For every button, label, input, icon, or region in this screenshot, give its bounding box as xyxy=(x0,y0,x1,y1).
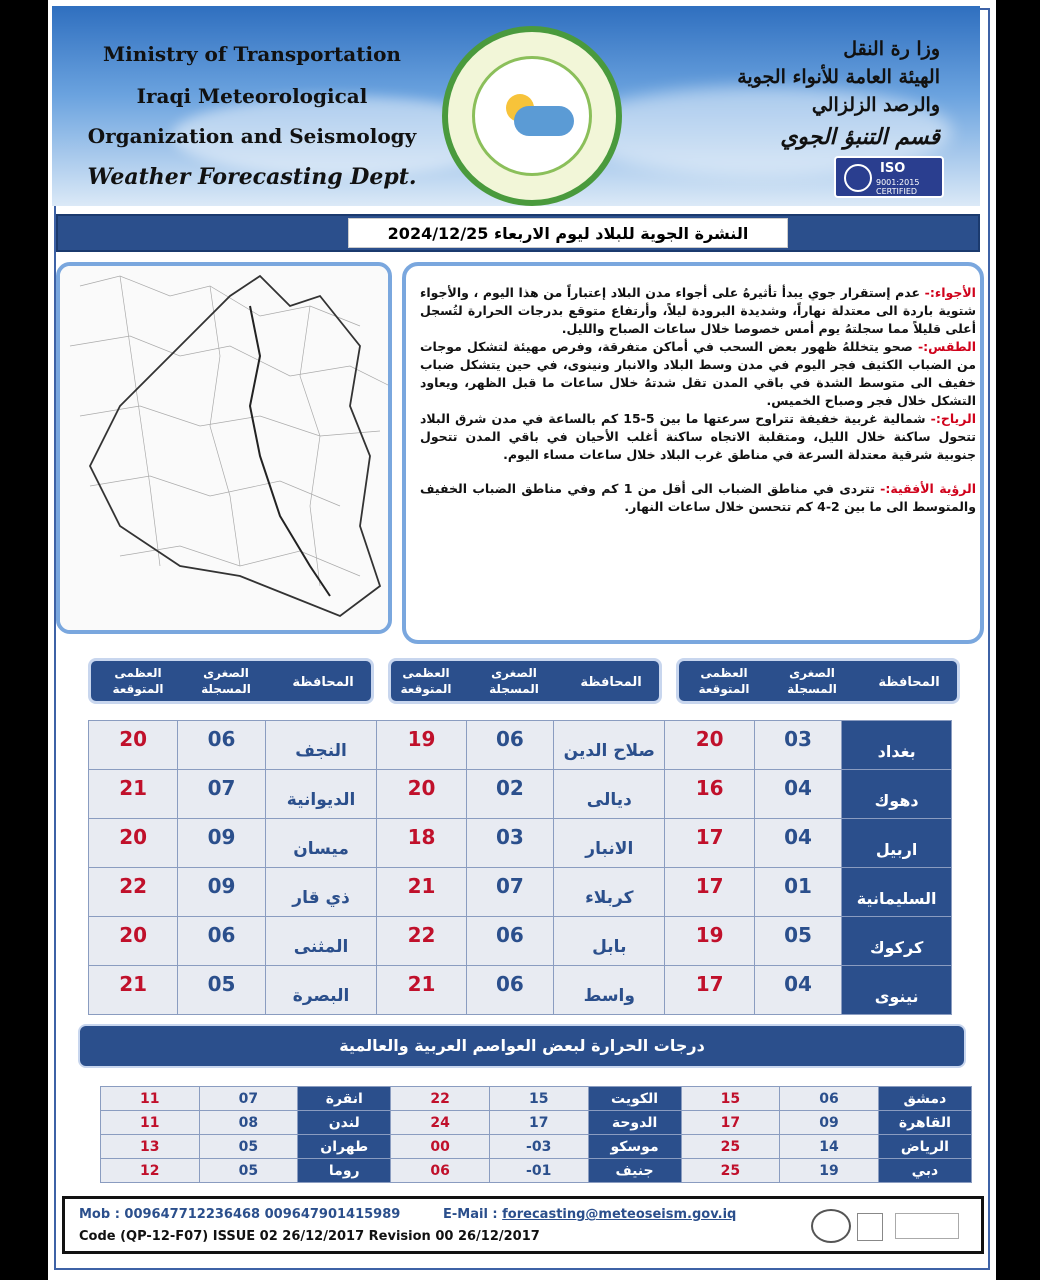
max-temp: 20 xyxy=(665,721,754,770)
max-temp: 06 xyxy=(391,1159,490,1183)
min-temp: 09 xyxy=(780,1111,879,1135)
max-temp: 21 xyxy=(89,770,178,819)
table-row xyxy=(101,1135,972,1159)
min-temp: 04 xyxy=(754,770,841,819)
province-name: صلاح الدين xyxy=(554,721,665,770)
province-name: المثنى xyxy=(265,917,377,966)
column-header-group-2 xyxy=(388,658,662,704)
max-temp: 19 xyxy=(377,721,466,770)
mobile-numbers: Mob : 009647712236468 009647901415989 xyxy=(79,1207,401,1222)
min-temp: 06 xyxy=(466,721,553,770)
min-temp: 06 xyxy=(178,917,265,966)
sky-label: الطقس:- xyxy=(917,339,976,354)
min-temp: -03 xyxy=(489,1135,588,1159)
sky-text: صحو يتخللهُ ظهور بعض السحب في أماكن متفرقة، وفرص مهيئة لتشكل موجات من الضباب الكثيف فجر اليوم في مدن وسط البلاد والانبار ونينوى، في حين يتشكل ضباب خفيف الى متوسط الشدة في باقي المدن تقل شدتهُ خلال ساعات ما قبل الظهر، ويعاود التشكل خلال فجر وصباح الخميس. xyxy=(420,339,976,408)
province-name: الديوانية xyxy=(265,770,377,819)
table-row xyxy=(89,770,952,819)
ministry-name-en: Ministry of Transportation xyxy=(103,42,401,66)
capital-name: جنيف xyxy=(588,1159,681,1183)
header-max: العظمى المتوقعة xyxy=(400,666,452,696)
min-temp: 05 xyxy=(178,966,265,1015)
bulletin-title: النشرة الجوية للبلاد ليوم الاربعاء 2024/12/25 xyxy=(348,218,788,248)
min-temp: 08 xyxy=(199,1111,298,1135)
province-name: اربيل xyxy=(842,819,952,868)
org-name-en-1: Iraqi Meteorological xyxy=(136,84,368,108)
header-min: الصغرى المسجلة xyxy=(201,666,251,696)
org-name-ar-2: والرصد الزلزالي xyxy=(811,94,940,116)
province-name: دهوك xyxy=(842,770,952,819)
min-temp: 07 xyxy=(199,1087,298,1111)
stamp-icon xyxy=(857,1213,883,1241)
min-temp: 05 xyxy=(199,1135,298,1159)
min-temp: 04 xyxy=(754,966,841,1015)
max-temp: 22 xyxy=(377,917,466,966)
capital-name: طهران xyxy=(298,1135,391,1159)
province-temperature-table xyxy=(88,720,952,1015)
email-label: E-Mail : xyxy=(443,1207,503,1222)
iso-badge xyxy=(834,156,944,198)
max-temp: 24 xyxy=(391,1111,490,1135)
max-temp: 17 xyxy=(665,819,754,868)
capital-name: لندن xyxy=(298,1111,391,1135)
max-temp: 22 xyxy=(391,1087,490,1111)
max-temp: 13 xyxy=(101,1135,200,1159)
cloud-icon xyxy=(514,106,574,136)
iraq-map xyxy=(56,262,392,634)
table-row xyxy=(101,1111,972,1135)
dept-name-ar: قسم التنبؤ الجوي xyxy=(780,124,940,150)
table-row xyxy=(101,1087,972,1111)
table-row xyxy=(89,868,952,917)
bulletin-page xyxy=(48,0,996,1280)
min-temp: 07 xyxy=(178,770,265,819)
capital-name: موسكو xyxy=(588,1135,681,1159)
min-temp: 06 xyxy=(466,966,553,1015)
max-temp: 17 xyxy=(665,868,754,917)
header-max: العظمى المتوقعة xyxy=(698,666,750,696)
province-name: السليمانية xyxy=(842,868,952,917)
capital-name: انقرة xyxy=(298,1087,391,1111)
province-name: ذي قار xyxy=(265,868,377,917)
capital-name: دبي xyxy=(878,1159,971,1183)
min-temp: 01 xyxy=(754,868,841,917)
max-temp: 17 xyxy=(665,966,754,1015)
min-temp: -01 xyxy=(489,1159,588,1183)
province-name: كربلاء xyxy=(554,868,665,917)
max-temp: 20 xyxy=(89,917,178,966)
min-temp: 06 xyxy=(178,721,265,770)
capital-name: الرياض xyxy=(878,1135,971,1159)
province-name: بغداد xyxy=(842,721,952,770)
min-temp: 04 xyxy=(754,819,841,868)
province-name: واسط xyxy=(554,966,665,1015)
min-temp: 09 xyxy=(178,819,265,868)
min-temp: 03 xyxy=(754,721,841,770)
seal-icon xyxy=(811,1209,851,1243)
max-temp: 21 xyxy=(377,868,466,917)
header-banner xyxy=(52,6,980,206)
capital-name: الدوحة xyxy=(588,1111,681,1135)
capitals-temperature-table xyxy=(100,1086,972,1183)
max-temp: 11 xyxy=(101,1111,200,1135)
min-temp: 05 xyxy=(754,917,841,966)
header-max: العظمى المتوقعة xyxy=(112,666,164,696)
org-name-ar-1: الهيئة العامة للأنواء الجوية xyxy=(737,66,940,88)
header-province: المحافظة xyxy=(292,675,354,690)
province-name: البصرة xyxy=(265,966,377,1015)
max-temp: 25 xyxy=(681,1159,780,1183)
iso-label: ISO xyxy=(880,161,906,176)
table-row xyxy=(89,721,952,770)
province-name: ديالى xyxy=(554,770,665,819)
min-temp: 19 xyxy=(780,1159,879,1183)
footer xyxy=(62,1196,984,1254)
min-temp: 09 xyxy=(178,868,265,917)
max-temp: 22 xyxy=(89,868,178,917)
wind-text: شمالية غربية خفيفة تتراوح سرعتها ما بين 5-15 كم بالساعة في مدن شرق البلاد تتحول ساكنة خلال الليل، ومتقلبة الاتجاه ساكنة أغلب الأحيان في باقي المدن تتحول جنوبية شرقية معتدلة السرعة في مناطق غرب البلاد خلال ساعات مساء اليوم. xyxy=(420,411,976,462)
table-row xyxy=(89,819,952,868)
province-name: النجف xyxy=(265,721,377,770)
province-name: ميسان xyxy=(265,819,377,868)
wind-label: الرياح:- xyxy=(930,411,976,426)
capital-name: روما xyxy=(298,1159,391,1183)
bulletin-title-bar xyxy=(56,214,980,252)
visibility-text: تتردى في مناطق الضباب الى أقل من 1 كم وفي مناطق الضباب الخفيف والمتوسط الى ما بين 2-4 كم تتحسن خلال ساعات النهار. xyxy=(420,481,976,514)
org-name-en-2: Organization and Seismology xyxy=(87,124,417,148)
column-header-group-1 xyxy=(676,658,960,704)
min-temp: 03 xyxy=(466,819,553,868)
max-temp: 25 xyxy=(681,1135,780,1159)
province-name: كركوك xyxy=(842,917,952,966)
table-row xyxy=(89,917,952,966)
column-header-group-3 xyxy=(88,658,374,704)
min-temp: 05 xyxy=(199,1159,298,1183)
capital-name: الكويت xyxy=(588,1087,681,1111)
max-temp: 20 xyxy=(377,770,466,819)
iso-sub-label: 9001:2015 CERTIFIED xyxy=(876,178,920,196)
min-temp: 06 xyxy=(466,917,553,966)
capitals-title: درجات الحرارة لبعض العواصم العربية والعالمية xyxy=(78,1024,966,1068)
header-min: الصغرى المسجلة xyxy=(787,666,837,696)
header-province: المحافظة xyxy=(878,675,940,690)
weather-label: الأجواء:- xyxy=(924,285,976,300)
table-row xyxy=(89,966,952,1015)
visibility-label: الرؤية الأفقية:- xyxy=(880,481,976,496)
max-temp: 00 xyxy=(391,1135,490,1159)
capital-name: القاهرة xyxy=(878,1111,971,1135)
max-temp: 12 xyxy=(101,1159,200,1183)
province-name: بابل xyxy=(554,917,665,966)
ministry-name-ar: وزا رة النقل xyxy=(843,38,940,60)
certification-logo xyxy=(895,1213,959,1239)
email-line xyxy=(443,1207,736,1222)
min-temp: 02 xyxy=(466,770,553,819)
capital-name: دمشق xyxy=(878,1087,971,1111)
max-temp: 21 xyxy=(377,966,466,1015)
max-temp: 11 xyxy=(101,1087,200,1111)
table-row xyxy=(101,1159,972,1183)
forecast-text-panel xyxy=(402,262,984,644)
min-temp: 15 xyxy=(489,1087,588,1111)
province-name: نينوى xyxy=(842,966,952,1015)
min-temp: 17 xyxy=(489,1111,588,1135)
organization-logo xyxy=(442,26,622,206)
max-temp: 20 xyxy=(89,819,178,868)
min-temp: 06 xyxy=(780,1087,879,1111)
email-link[interactable]: forecasting@meteoseism.gov.iq xyxy=(502,1207,737,1222)
map-graphic xyxy=(60,266,392,634)
max-temp: 19 xyxy=(665,917,754,966)
dept-name-en: Weather Forecasting Dept. xyxy=(87,164,417,190)
min-temp: 14 xyxy=(780,1135,879,1159)
max-temp: 16 xyxy=(665,770,754,819)
header-min: الصغرى المسجلة xyxy=(489,666,539,696)
weather-text: عدم إستقرار جوي يبدأ تأثيرهُ على أجواء مدن البلاد إعتباراً من هذا اليوم ، والأجواء شتوية باردة الى معتدلة نهاراً، وشديدة البرودة ليلاً، وأرتفاع متوقع بدرجات الحرارة لتُسجل أعلى قليلاً مما سجلتهُ يوم أمس خصوصا خلال ساعات الصباح والليل. xyxy=(420,285,976,336)
max-temp: 17 xyxy=(681,1111,780,1135)
max-temp: 20 xyxy=(89,721,178,770)
header-province: المحافظة xyxy=(580,675,642,690)
check-icon xyxy=(844,164,872,192)
document-code: Code (QP-12-F07) ISSUE 02 26/12/2017 Revision 00 26/12/2017 xyxy=(79,1229,540,1244)
max-temp: 18 xyxy=(377,819,466,868)
min-temp: 07 xyxy=(466,868,553,917)
max-temp: 15 xyxy=(681,1087,780,1111)
province-name: الانبار xyxy=(554,819,665,868)
max-temp: 21 xyxy=(89,966,178,1015)
